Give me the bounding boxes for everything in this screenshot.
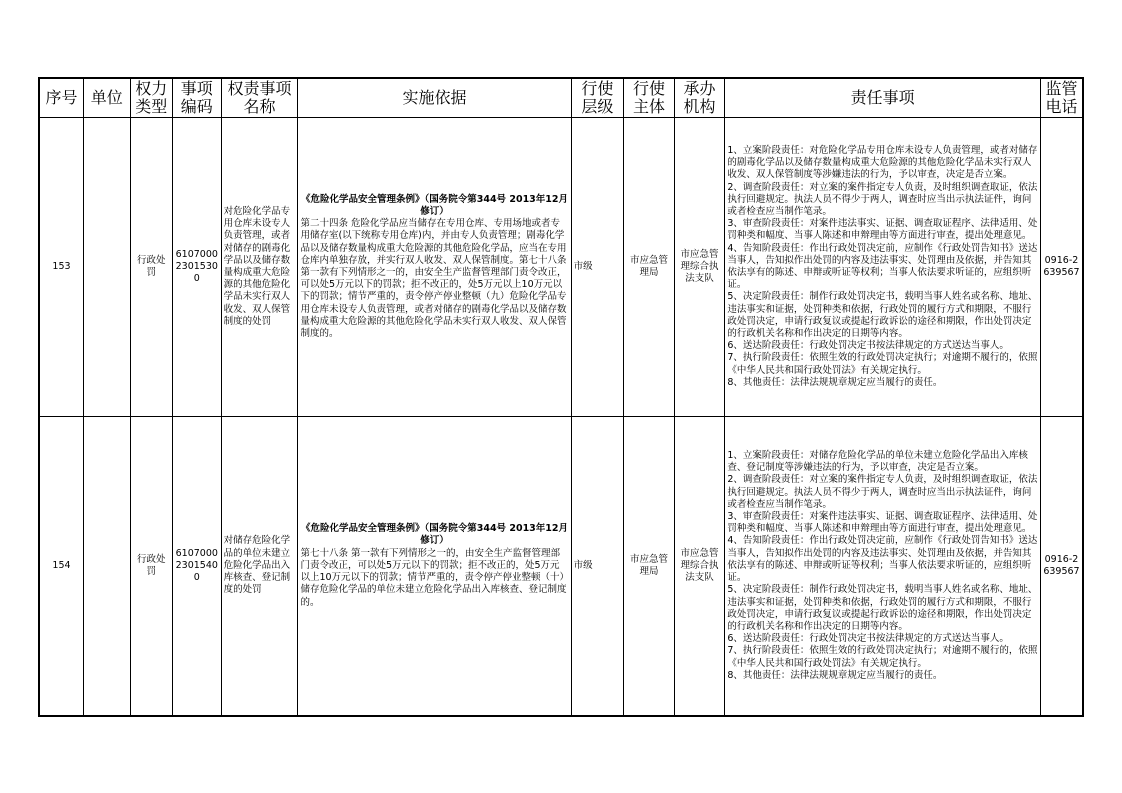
responsibility-item: 1、立案阶段责任：对危险化学品专用仓库未设专人负责管理，或者对储存的剧毒化学品以及储存数量构成重大危险源的其他危险化学品未实行双人收发、双人保管制度等涉嫌违法的行为，予以审查，决定是否立案。 <box>727 144 1038 181</box>
responsibility-item: 1、立案阶段责任：对储存危险化学品的单位未建立危险化学品出入库核查、登记制度等涉嫌违法的行为，予以审查，决定是否立案。 <box>727 450 1028 474</box>
responsibility-item: 3、审查阶段责任：对案件违法事实、证据、调查取证程序、法律适用、处罚种类和幅度、当事人陈述和申辩理由等方面进行审查，提出处理意见。 <box>727 218 1038 242</box>
responsibility-item: 7、执行阶段责任：依照生效的行政处罚决定执行；对逾期不履行的，依照《中华人民共和国行政处罚法》有关规定执行。 <box>727 352 1038 376</box>
responsibility-item: 4、告知阶段责任：作出行政处罚决定前，应制作《行政处罚告知书》送达当事人，告知拟作出处罚的内容及违法事实、处罚理由及依据，并告知其依法享有的陈述、申辩或听证等权利；当事人依法要求听证的，应组织听证。 <box>727 535 1038 584</box>
responsibility-item: 3、审查阶段责任：对案件违法事实、证据、调查取证程序、法律适用、处罚种类和幅度、当事人陈述和申辩理由等方面进行审查，提出处理意见。 <box>727 511 1038 535</box>
basis-title: 《危险化学品安全管理条例》（国务院令第344号 2013年12月修订） <box>300 193 569 217</box>
cell-code: 610700023015400 <box>173 417 222 717</box>
responsibility-item: 6、送达阶段责任：行政处罚决定书按法律规定的方式送达当事人。 <box>727 633 1009 645</box>
cell-basis <box>298 417 571 717</box>
cell-responsibility <box>725 417 1041 717</box>
basis-text: 第二十四条 危险化学品应当储存在专用仓库、专用场地或者专用储存室(以下统称专用仓库)内，并由专人负责管理；剧毒化学品以及储存数量构成重大危险源的其他危险化学品，应当在专用仓库内单独存放，并实行双人收发、双人保管制度。第七十八条 第一款有下列情形之一的，由安全生产监督管理部门责令改正，可以处5万元以下的罚款；拒不改正的，处5万元以上10万元以下的罚款；情节严重的，责令停产停业整顿（九）危险化学品专用仓库未设专人负责管理，或者对储存的剧毒化学品以及储存数量构成重大危险源的其他危险化学品未实行双人收发、双人保管制度的。 <box>300 218 567 340</box>
cell-name: 对危险化学品专用仓库未设专人负责管理，或者对储存的剧毒化学品以及储存数量构成重大危险源的其他危险化学品未实行双人收发、双人保管制度的处罚 <box>221 118 298 417</box>
cell-phone: 0916-2639567 <box>1040 417 1083 717</box>
cell-power-type: 行政处罚 <box>130 417 172 717</box>
responsibility-item: 8、其他责任：法律法规规章规定应当履行的责任。 <box>727 376 943 388</box>
responsibility-item: 8、其他责任：法律法规规章规定应当履行的责任。 <box>727 669 943 681</box>
cell-name: 对储存危险化学品的单位未建立危险化学品出入库核查、登记制度的处罚 <box>221 417 298 717</box>
responsibility-item: 4、告知阶段责任：作出行政处罚决定前，应制作《行政处罚告知书》送达当事人，告知拟作出处罚的内容及违法事实、处罚理由及依据，并告知其依法享有的陈述、申辩或听证等权利；当事人依法要求听证的，应组织听证。 <box>727 242 1038 291</box>
header-power-type: 权力类型 <box>130 78 172 118</box>
cell-power-type: 行政处罚 <box>130 118 172 417</box>
responsibility-table <box>38 77 1084 717</box>
header-unit: 单位 <box>84 78 131 118</box>
header-row <box>39 78 1083 118</box>
basis-text: 第七十八条 第一款有下列情形之一的，由安全生产监督管理部门责令改正，可以处5万元以下的罚款；拒不改正的，处5万元以上10万元以下的罚款；情节严重的，责令停产停业整顿（十）储存危险化学品的单位未建立危险化学品出入库核查、登记制度的。 <box>300 547 567 608</box>
table-row <box>39 118 1083 417</box>
header-code: 事项编码 <box>173 78 222 118</box>
cell-undertaker: 市应急管理综合执法支队 <box>674 118 725 417</box>
cell-basis <box>298 118 571 417</box>
header-responsibility: 责任事项 <box>725 78 1041 118</box>
cell-subject: 市应急管理局 <box>624 417 675 717</box>
header-name: 权责事项名称 <box>221 78 298 118</box>
responsibility-item: 5、决定阶段责任：制作行政处罚决定书，载明当事人姓名或名称、地址、违法事实和证据，处罚种类和依据，行政处罚的履行方式和期限，不服行政处罚决定，申请行政复议或提起行政诉讼的途径和期限，作出处罚决定的行政机关名称和作出决定的日期等内容。 <box>727 291 1038 340</box>
cell-undertaker: 市应急管理综合执法支队 <box>674 417 725 717</box>
responsibility-item: 2、调查阶段责任：对立案的案件指定专人负责，及时组织调查取证，依法执行回避规定。执法人员不得少于两人，调查时应当出示执法证件，询问或者检查应当制作笔录。 <box>727 474 1038 510</box>
header-seq: 序号 <box>39 78 84 118</box>
header-subject: 行使主体 <box>624 78 675 118</box>
basis-title: 《危险化学品安全管理条例》（国务院令第344号 2013年12月修订） <box>300 523 569 547</box>
cell-level: 市级 <box>571 118 624 417</box>
table-row <box>39 417 1083 717</box>
header-basis: 实施依据 <box>298 78 571 118</box>
cell-phone: 0916-2639567 <box>1040 118 1083 417</box>
cell-code: 610700023015300 <box>173 118 222 417</box>
cell-level: 市级 <box>571 417 624 717</box>
cell-unit <box>84 118 131 417</box>
cell-seq: 153 <box>39 118 84 417</box>
header-undertaker: 承办机构 <box>674 78 725 118</box>
cell-responsibility <box>725 118 1041 417</box>
cell-unit <box>84 417 131 717</box>
header-level: 行使层级 <box>571 78 624 118</box>
responsibility-item: 6、送达阶段责任：行政处罚决定书按法律规定的方式送达当事人。 <box>727 340 1009 352</box>
responsibility-item: 5、决定阶段责任：制作行政处罚决定书，载明当事人姓名或名称、地址、违法事实和证据，处罚种类和依据，行政处罚的履行方式和期限，不服行政处罚决定，申请行政复议或提起行政诉讼的途径和期限，作出处罚决定的行政机关名称和作出决定的日期等内容。 <box>727 584 1038 632</box>
responsibility-item: 2、调查阶段责任：对立案的案件指定专人负责，及时组织调查取证，依法执行回避规定。执法人员不得少于两人，调查时应当出示执法证件，询问或者检查应当制作笔录。 <box>727 181 1038 217</box>
responsibility-item: 7、执行阶段责任：依照生效的行政处罚决定执行；对逾期不履行的，依照《中华人民共和国行政处罚法》有关规定执行。 <box>727 645 1038 669</box>
cell-subject: 市应急管理局 <box>624 118 675 417</box>
cell-seq: 154 <box>39 417 84 717</box>
header-phone: 监管电话 <box>1040 78 1083 118</box>
